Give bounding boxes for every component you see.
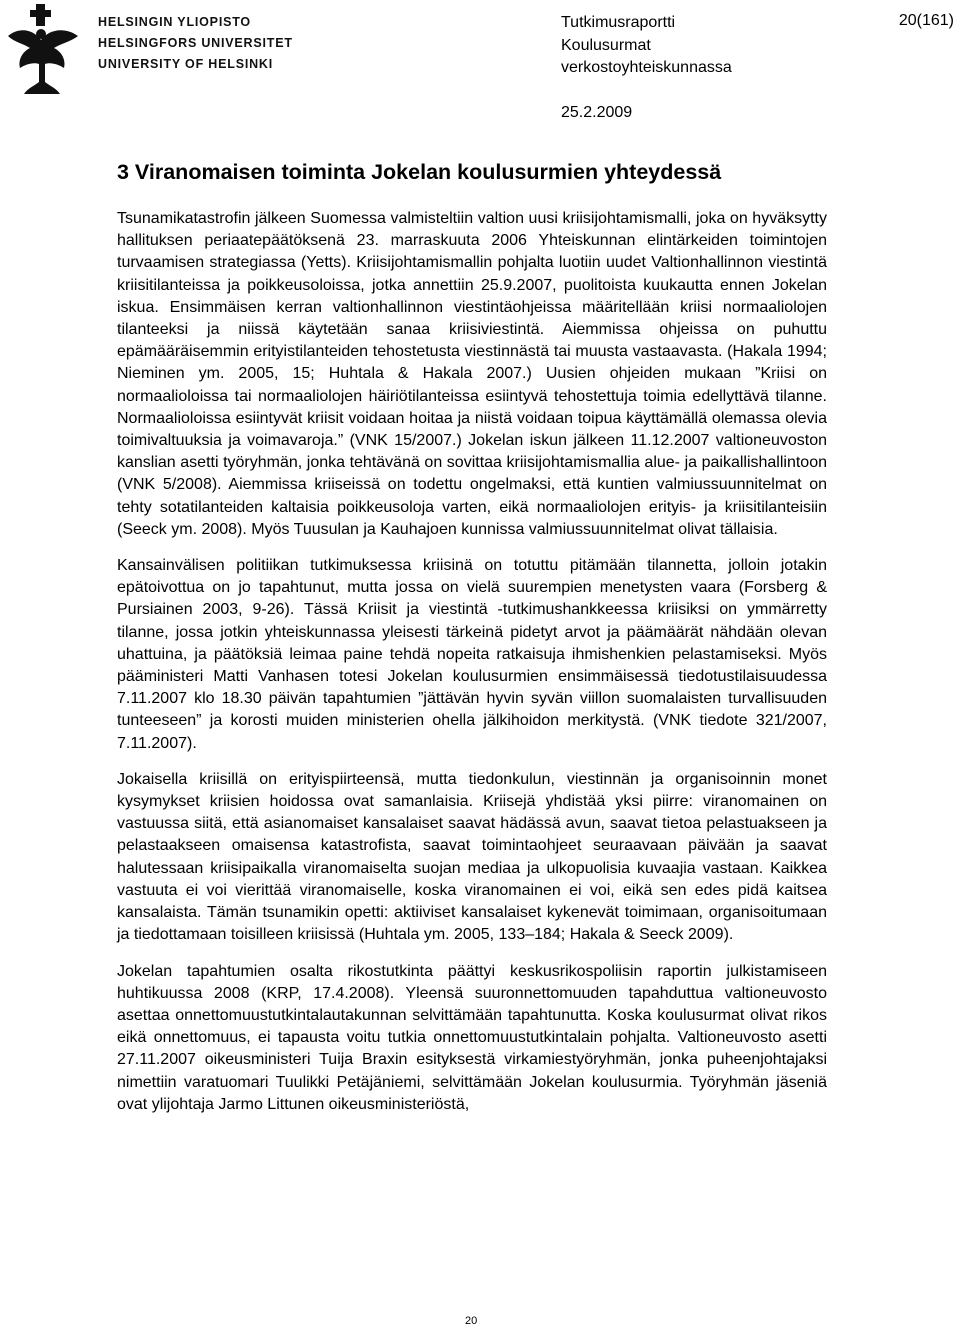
logo-line-en: UNIVERSITY OF HELSINKI <box>98 57 274 71</box>
logo-line-sv: HELSINGFORS UNIVERSITET <box>98 36 293 50</box>
page-indicator: 20(161) <box>898 12 954 29</box>
university-crest-icon <box>4 2 82 98</box>
section-heading: 3 Viranomaisen toiminta Jokelan koulusurmien yhteydessä <box>117 160 722 184</box>
logo-line-fi: HELSINGIN YLIOPISTO <box>98 15 251 29</box>
paragraph: Kansainvälisen politiikan tutkimuksessa kriisinä on totuttu pitämään tilannetta, jolloin jotakin epätoivottua on jo tapahtunut, mutta jossa on vielä suurempien menetysten vaara (Forsberg & Pursiainen 2003, 9-26). Tässä Kriisit ja viestintä -tutkimushankkeessa kriisiksi on ymmärretty tilanne, jossa jotkin yhteiskunnassa yleisesti tärkeinä pidetyt arvot ja päämäärät nähdään olevan uhattuina, ja päätöksiä leimaa paine tehdä nopeita ratkaisuja ihmishenkien pelastamiseksi. Myös pääministeri Matti Vanhasen totesi Jokelan koulusurmien ensimmäisessä tiedotustilaisuudessa 7.11.2007 klo 18.30 päivän tapahtumien ”jättävän hyvin syvän viillon suomalaisten turvallisuuden tunteeseen” ja korosti muiden ministerien ohella jälkihoidon merkitystä. (VNK tiedote 321/2007, 7.11.2007). <box>117 557 827 752</box>
footer-page-number: 20 <box>465 1315 478 1327</box>
paragraph: Jokaisella kriisillä on erityispiirteensä, mutta tiedonkulun, viestinnän ja organisoinnin monet kysymykset kriisien hoidossa ovat samanlaisia. Kriisejä yhdistää yksi piirre: viranomainen on vastuussa siitä, että asianomaiset kansalaiset saavat hädässä avun, saavat tietoa pelastuakseen ja pelastaakseen omaisensa katastrofista, saavat toimintaohjeet seuraavaan päivään ja saavat halutessaan kriisipaikalla viranomaiselta suojan mediaa ja ulkopuolisia kuvaajia vastaan. Kaikkea vastuuta ei voi vierittää viranomaiselle, koska viranomainen ei voi, eikä sen edes pidä kaitsea kansalaista. Tämän tsunamikin opetti: aktiiviset kansalaiset kykenevät toimimaan, organisoitumaan ja tiedottamaan toisilleen kriisissä (Huhtala ym. 2005, 133–184; Hakala & Seeck 2009). <box>117 770 827 944</box>
paragraph: Tsunamikatastrofin jälkeen Suomessa valmisteltiin valtion uusi kriisijohtamismalli, joka on hyväksytty hallituksen periaatepäätöksenä 23. marraskuuta 2006 Yhteiskunnan elintärkeiden toimintojen turvaamisen strategiassa (Yetts). Kriisijohtamismallin pohjalta luotiin uudet Valtionhallinnon viestintä kriisitilanteissa ja poikkeusoloissa, jotka annettiin 25.9.2007, puolitoista kuukautta ennen Jokelan iskua. Ensimmäisen kerran valtionhallinnon viestintäohjeissa määritellään kriisi normaaliolojen tilanteeksi ja niissä käytetään sanaa kriisiviestintä. Aiemmissa ohjeissa on puhuttu epämääräisemmin erityistilanteiden tehostetusta viestinnästä tai muusta vastaavasta. (Hakala 1994; Nieminen ym. 2005, 15; Huhtala & Hakala 2007.) Uusien ohjeiden mukaan ”Kriisi on normaalioloissa tai normaaliolojen häiriötilanteissa esiintyvä tehostettuja toimia edellyttävä tilanne. Normaalioloissa esiintyvät kriisit voidaan hoitaa ja niistä voidaan toipua käyttämällä olemassa olevia toimivaltuuksia ja voimavaroja.” (VNK 15/2007.) Jokelan iskun jälkeen 11.12.2007 valtioneuvoston kanslian asetti työryhmän, jonka tehtävänä on sovittaa kriisijohtamismallia alue- ja paikallishallintoon (VNK 5/2008). Aiemmissa kriiseissä on todettu ongelmaksi, että kuntien valmiussuunnitelmat on tehty sotatilanteiden kaltaisia poikkeusoloja varten, eikä normaaliolojen erityis- ja kriisitilanteisiin (Seeck ym. 2008). Myös Tuusulan ja Kauhajoen kunnissa valmiussuunnitelmat olivat tällaisia. <box>117 210 827 538</box>
body-text <box>117 208 827 1130</box>
report-header <box>561 12 732 80</box>
report-title-line-2: verkostoyhteiskunnassa <box>561 59 732 76</box>
report-type: Tutkimusraportti <box>561 14 676 31</box>
report-title-line-1: Koulusurmat <box>561 36 651 54</box>
report-date: 25.2.2009 <box>561 104 633 121</box>
university-logo <box>0 0 300 105</box>
paragraph: Jokelan tapahtumien osalta rikostutkinta päättyi keskusrikospoliisin raportin julkistamiseen huhtikuussa 2008 (KRP, 17.4.2008). Yleensä suuronnettomuuden tapahduttua valtioneuvosto asettaa onnettomuustutkintalautakunnan selvittämään tapahtunutta. Koska koulusurmat olivat rikos eikä onnettomuus, ei tapausta voitu tutkia onnettomuustutkintalain pohjalta. Valtioneuvosto asetti 27.11.2007 oikeusministeri Tuija Braxin esityksestä virkamiestyöryhmän, jonka puheenjohtajaksi nimettiin varatuomari Tuulikki Petäjäniemi, selvittämään Jokelan koulusurmia. Työryhmän jäseniä ovat ylijohtaja Jarmo Littunen oikeusministeriöstä, <box>117 962 827 1113</box>
